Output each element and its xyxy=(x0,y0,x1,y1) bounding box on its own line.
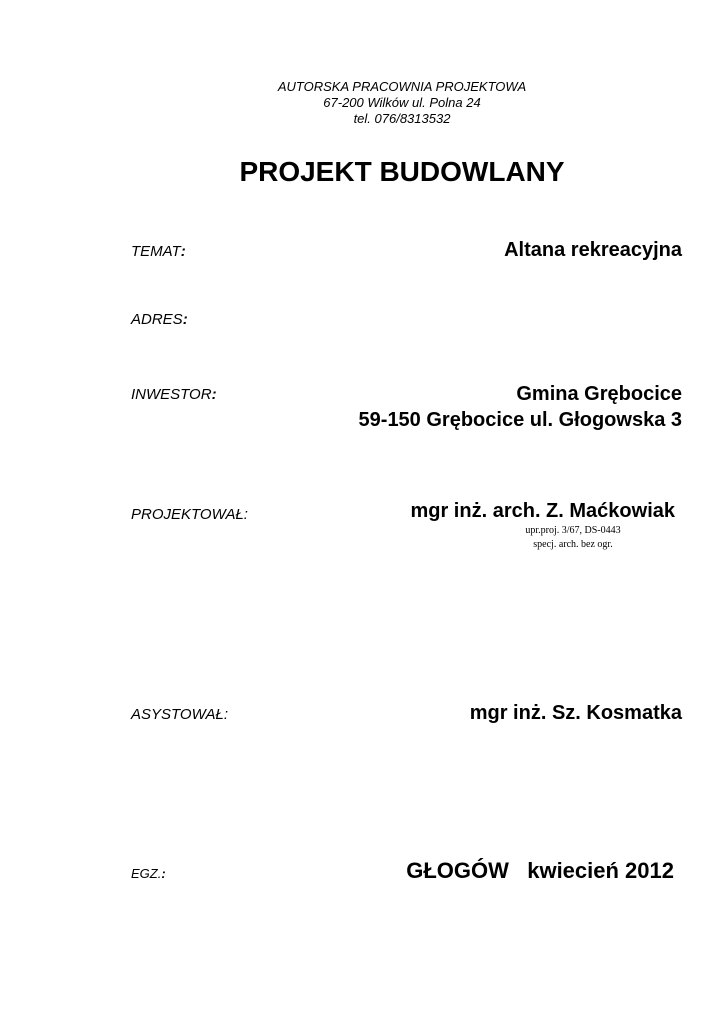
document-title: PROJEKT BUDOWLANY xyxy=(239,156,565,187)
temat-label xyxy=(131,243,186,260)
asystowal-label: ASYSTOWAŁ: xyxy=(131,706,228,723)
header-line-2: 67-200 Wilków ul. Polna 24 xyxy=(323,95,481,110)
egz-colon: : xyxy=(161,866,166,881)
projektowal-value: mgr inż. arch. Z. Maćkowiak xyxy=(410,500,675,522)
adres-label xyxy=(131,311,188,328)
header-line-1: AUTORSKA PRACOWNIA PROJEKTOWA xyxy=(277,79,527,94)
adres-label-text: ADRES xyxy=(131,311,183,328)
inwestor-value-1: Gmina Grębocice xyxy=(516,383,682,405)
temat-colon: : xyxy=(180,243,186,260)
projektowal-note-1: upr.proj. 3/67, DS-0443 xyxy=(525,525,621,536)
temat-value: Altana rekreacyjna xyxy=(504,239,682,261)
inwestor-value-2: 59-150 Grębocice ul. Głogowska 3 xyxy=(358,409,682,431)
egz-value: GŁOGÓW kwiecień 2012 xyxy=(406,858,674,883)
inwestor-label xyxy=(131,386,217,403)
projektowal-note-2: specj. arch. bez ogr. xyxy=(533,539,613,550)
asystowal-value: mgr inż. Sz. Kosmatka xyxy=(469,702,682,724)
projektowal-label: PROJEKTOWAŁ: xyxy=(131,506,248,523)
egz-label-text: EGZ. xyxy=(131,866,162,881)
adres-colon: : xyxy=(182,311,188,328)
egz-label xyxy=(131,866,166,881)
inwestor-colon: : xyxy=(211,386,217,403)
temat-label-text: TEMAT xyxy=(131,243,181,260)
header-line-3: tel. 076/8313532 xyxy=(353,111,451,126)
inwestor-label-text: INWESTOR xyxy=(131,386,212,403)
